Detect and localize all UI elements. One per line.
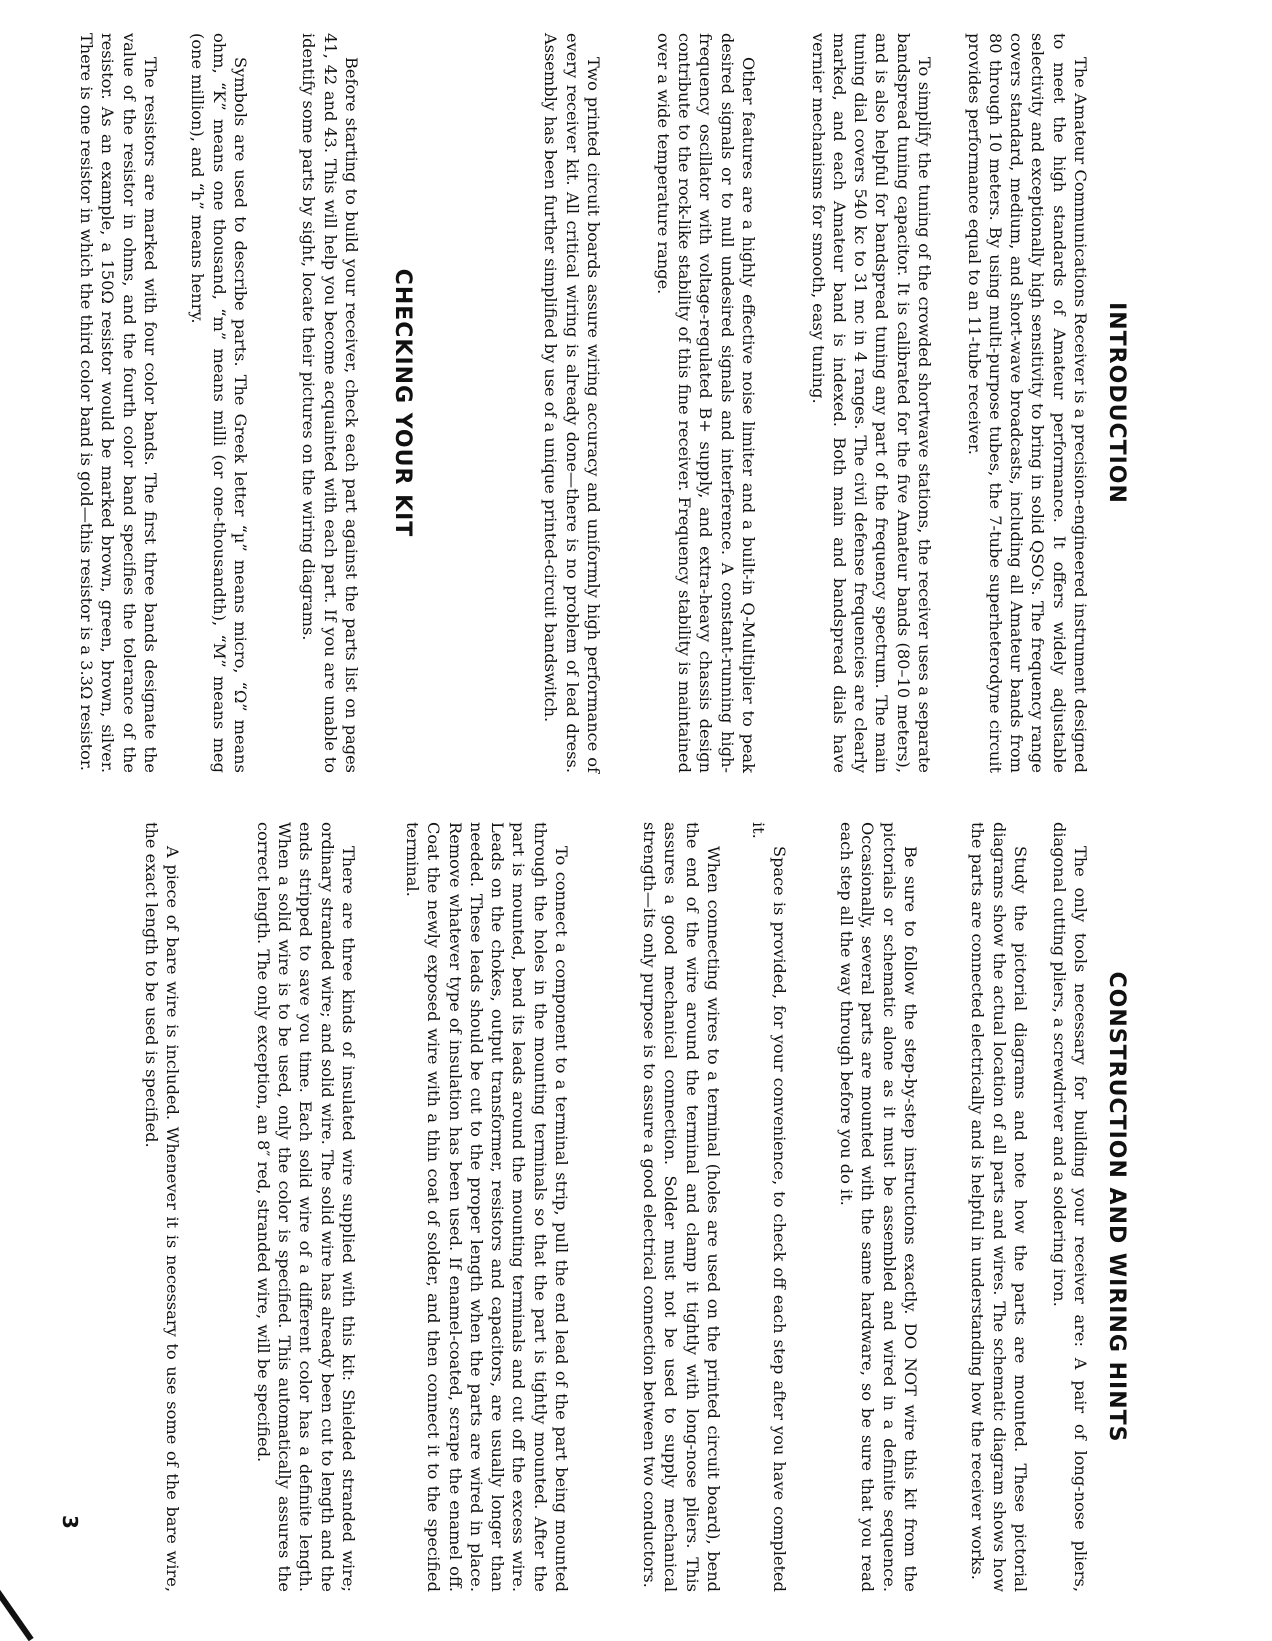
hints-paragraph: There are three kinds of insulated wire supplied with this kit: Shielded stranded wire; ordinary stranded wire; and solid wire. The solid wire has already been cut to length and the ends stripped to save you time. Each solid wire of a different color has a definite length. When a solid wire is to be used, only the color is specified. This automatically assures the correct length. The only exception, an 8″ red, stranded wire, will be specified. (253, 822, 358, 1592)
intro-paragraph: The Amateur Communications Receiver is a precision-engineered instrument designed to meet the high standards of Amateur performance. It offers widely adjustable selectivity and exceptionally high sensitivity to bring in solid QSO's. The frequency range covers standard, medium, and short-wave broadcasts, including all Amateur bands from 80 through 10 meters. By using multi-purpose tubes, the 7-tube superheterodyne circuit provides performance equal to an 11-tube receiver. (964, 33, 1090, 773)
checking-kit-heading: CHECKING YOUR KIT (390, 268, 415, 538)
intro-paragraph: To simplify the tuning of the crowded shortwave stations, the receiver uses a separate bandspread tuning capacitor. It is calibrated for the five Amateur bands (80–10 meters), and is also helpful for bandspread tuning any part of the frequency spectrum. The main tuning dial covers 540 kc to 31 mc in 4 ranges. The civil defense frequencies are clearly marked, and each Amateur band is indexed. Both main and bandspread dials have vernier mechanisms for smooth, easy tuning. (808, 33, 934, 773)
checking-paragraph: Symbols are used to describe parts. The Greek letter “µ” means micro, “Ω” means ohm, “K” means one thousand, “m” means milli (or one-thousandth), “M” means meg (one million), and “h” means henry. (188, 33, 250, 773)
hints-paragraph: A piece of bare wire is included. Whenever it is necessary to use some of the bare wire, the exact length to be used is specified. (141, 822, 182, 1592)
page-number: 3 (58, 1515, 82, 1529)
hints-paragraph: Space is provided, for your convenience, to check off each step after you have completed it. (748, 822, 789, 1592)
intro-paragraph: Two printed circuit boards assure wiring accuracy and uniformly high performance of every receiver kit. All critical wiring is already done—there is no problem of lead dress. Assembly has been further simplified by use of a unique printed-circuit bandswitch. (541, 33, 603, 773)
introduction-heading: INTRODUCTION (1104, 302, 1129, 504)
intro-paragraph: Other features are a highly effective noise limiter and a built-in Q-Multiplier to peak desired signals or to null undesired signals and interference. A constant-running high-frequency oscillator with voltage-regulated B+ supply, and extra-heavy chassis design contribute to the rock-like stability of this fine receiver. Frequency stability is maintained over a wide temperature range. (653, 33, 758, 773)
hints-paragraph: The only tools necessary for building your receiver are: A pair of long-nose pliers, diagonal cutting pliers, a screwdriver and a soldering iron. (1049, 822, 1090, 1592)
hints-paragraph: To connect a component to a terminal strip, pull the end lead of the part being mounted through the holes in the mounting terminals so that the part is tightly mounted. After the part is mounted, bend its leads around the mounting terminals and cut off the excess wire. Leads on the chokes, output transformer, resistors and capacitors, are usually longer than needed. These leads should be cut to the proper length when the parts are wired in place. Remove whatever type of insulation has been used. If enamel-coated, scrape the enamel off. Coat the newly exposed wire with a thin coat of solder, and then connect it to the specified terminal. (402, 822, 571, 1592)
checking-paragraph: Before starting to build your receiver, check each part against the parts list on pages 41, 42 and 43. This will help you become acquainted with each part. If you are unable to identify some parts by sight, locate their pictures on the wiring diagrams. (299, 33, 361, 773)
hints-paragraph: Study the pictorial diagrams and note how the parts are mounted. These pictorial diagrams show the actual location of all parts and wires. The schematic diagram shows how the parts are connected electrically and is helpful in understanding how the receiver works. (968, 822, 1030, 1592)
checking-paragraph: The resistors are marked with four color bands. The first three bands designate the value of the resistor in ohms, and the fourth color band specifies the tolerance of the resistor. As an example, a 150Ω resistor would be marked brown, green, brown, silver. There is one resistor in which the third color band is gold—this resistor is a 3.3Ω resistor. (77, 33, 160, 773)
scan-artifact (0, 1589, 34, 1641)
hints-paragraph: Be sure to follow the step-by-step instructions exactly. DO NOT wire this kit from the pictorials or schematic alone as it must be assembled and wired in a definite sequence. Occasionally, several parts are mounted with the same hardware, so be sure that you read each step all the way through before you do it. (837, 822, 920, 1592)
construction-heading: CONSTRUCTION AND WIRING HINTS (1104, 971, 1129, 1443)
hints-paragraph: When connecting wires to a terminal (holes are used on the printed circuit board), bend the end of the wire around the terminal and clamp it tightly with long-nose pliers. This assures a good mechanical connection. Solder must not be used to supply mechanical strength—its only purpose is to assure a good electrical connection between two conductors. (640, 822, 723, 1592)
